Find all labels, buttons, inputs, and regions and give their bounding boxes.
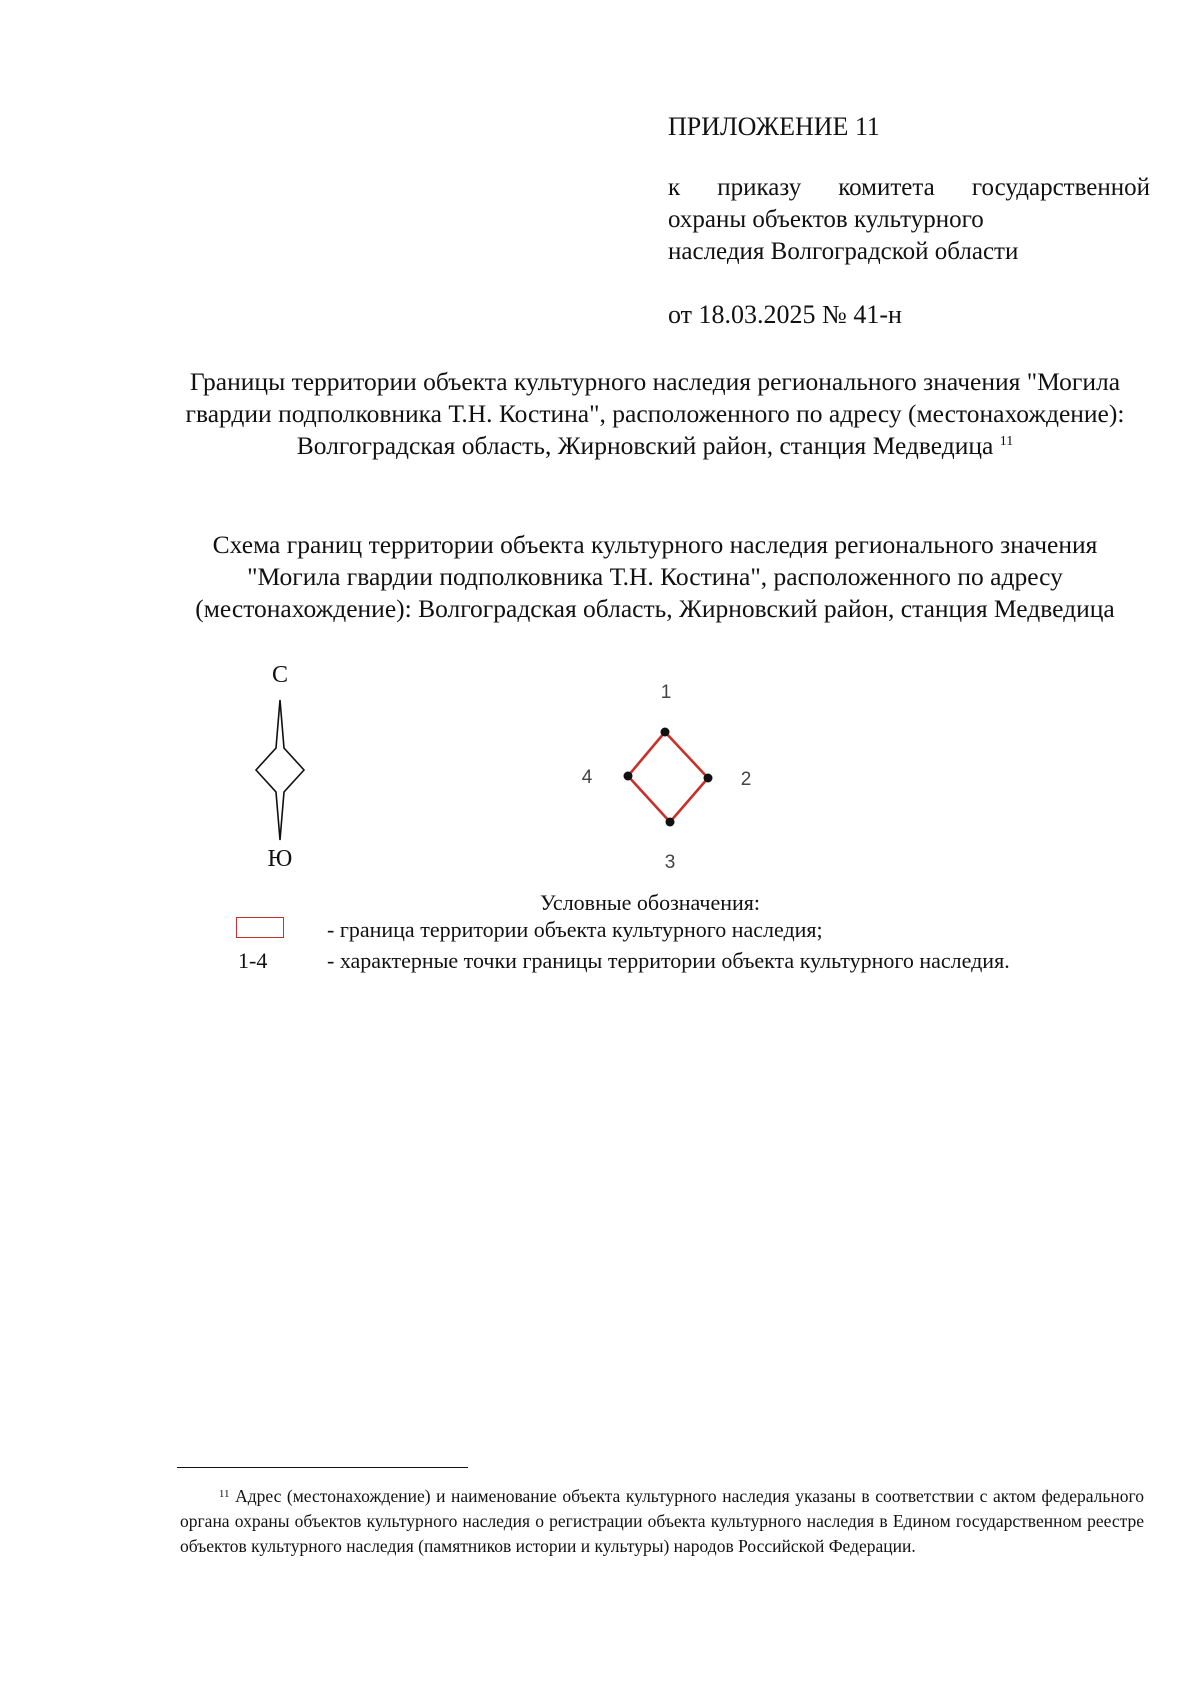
appendix-order-line: к приказу комитета государственной (668, 174, 1150, 201)
boundary-point-3-label: 3 (664, 852, 676, 873)
footnote-number: 11 (218, 1488, 230, 1500)
appendix-order-reference (668, 172, 1150, 268)
legend-points-label: 1-4 (238, 948, 268, 973)
legend-boundary-text: - граница территории объекта культурного наследия; (327, 917, 823, 942)
compass-south-label: Ю (267, 846, 293, 870)
appendix-date: от 18.03.2025 № 41-н (668, 300, 902, 329)
footnote-separator (177, 1467, 468, 1468)
boundary-point-4-label: 4 (581, 767, 593, 788)
compass-north-label: С (271, 662, 289, 688)
footnote-text: Адрес (местонахождение) и наименование объекта культурного наследия указаны в соответствии с актом федерального органа охраны объектов культурного наследия о регистрации объекта культурного наследия в Едином государственном реестре объектов культурного наследия (памятников истории и культуры) народов Российской Федерации. (180, 1486, 1145, 1556)
boundary-point-3-marker (666, 818, 675, 827)
boundary-point-2-label: 2 (740, 769, 752, 790)
document-heading (175, 366, 1135, 462)
scheme-title: Схема границ территории объекта культурного наследия регионального значения "Могила гвардии подполковника Т.Н. Костина", расположенного по адресу (местонахождение): Волгоградская область, Жирновский район, станция Медведица (195, 530, 1115, 623)
boundary-point-4-marker (624, 772, 633, 781)
appendix-title: ПРИЛОЖЕНИЕ 11 (668, 112, 880, 141)
compass-rose (250, 660, 310, 870)
legend-boundary-swatch (236, 917, 284, 938)
boundary-scheme (570, 676, 780, 876)
footnote (180, 1484, 1144, 1559)
appendix-order-line: охраны объектов культурного (668, 206, 984, 233)
appendix-order-line: наследия Волгоградской области (668, 238, 1019, 265)
boundary-point-1-label: 1 (660, 682, 672, 703)
legend-points-text: - характерные точки границы территории объекта культурного наследия. (327, 948, 1010, 973)
heading-text: Границы территории объекта культурного наследия регионального значения "Могила гвардии подполковника Т.Н. Костина", расположенного по адресу (местонахождение): Волгоградская область, Жирновский район, станция Медведица (185, 367, 1125, 460)
footnote-ref: 11 (999, 434, 1014, 449)
boundary-polygon (628, 732, 708, 822)
legend-title: Условные обозначения: (540, 890, 761, 915)
compass-star-icon (256, 700, 304, 840)
boundary-point-1-marker (661, 728, 670, 737)
boundary-point-2-marker (704, 774, 713, 783)
